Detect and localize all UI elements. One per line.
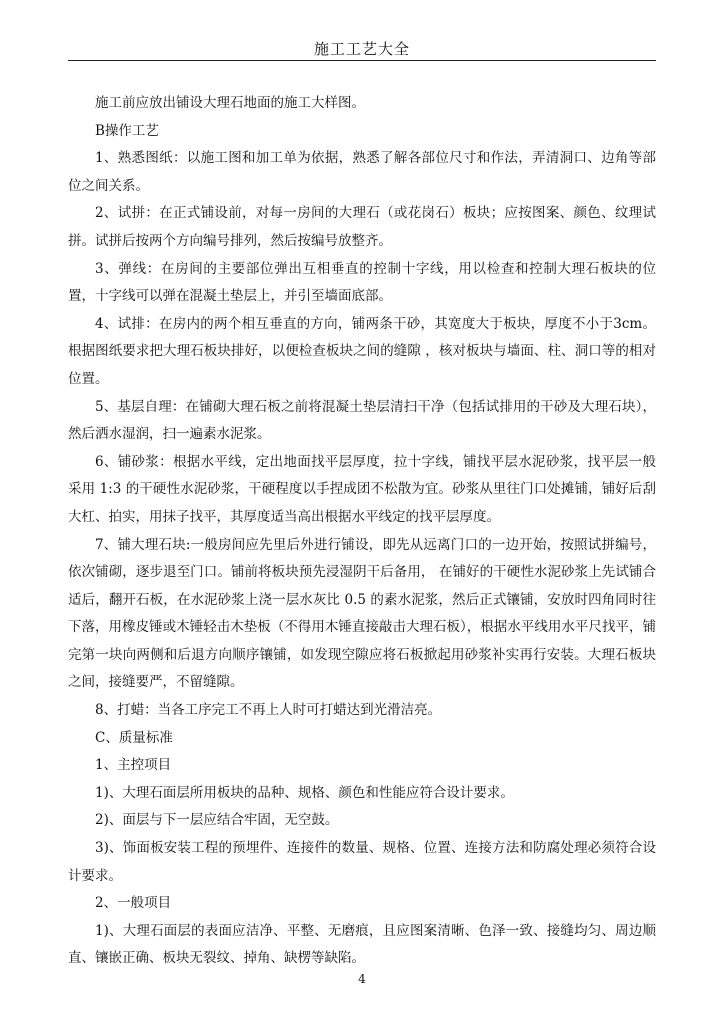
paragraph-step-5: 5、基层自理：在铺砌大理石板之前将混凝土垫层清扫干净（包括试排用的干砂及大理石块），然后洒水湿润，扫一遍素水泥浆。 — [68, 398, 656, 443]
paragraph-step-1: 1、熟悉图纸：以施工图和加工单为依据，熟悉了解各部位尺寸和作法，弄清洞口、边角等部位之间关系。 — [68, 150, 656, 194]
section-heading-b: B操作工艺 — [95, 122, 159, 139]
page-number: 4 — [358, 972, 366, 986]
section-heading-c: C、质量标准 — [95, 729, 173, 746]
paragraph-step-2: 2、试拼：在正式铺设前，对每一房间的大理石（或花岗石）板块；应按图案、颜色、纹理试拼。试拼后按两个方向编号排列，然后按编号放整齐。 — [68, 205, 656, 249]
header-divider — [68, 60, 656, 61]
paragraph-intro: 施工前应放出铺设大理石地面的施工大样图。 — [95, 95, 365, 111]
paragraph-step-4: 4、试排：在房内的两个相互垂直的方向，铺两条干砂，其宽度大于板块，厚度不小于3cm。根据图纸要求把大理石板块排好，以便检查板块之间的缝隙 ，核对板块与墙面、柱、洞口等的相对位置。 — [68, 315, 656, 387]
subsection-heading-main: 1、主控项目 — [95, 757, 172, 774]
subsection-heading-general: 2、一般项目 — [95, 895, 172, 912]
paragraph-main-item-2: 2)、面层与下一层应结合牢固，无空鼓。 — [95, 812, 339, 829]
paragraph-step-8: 8、打蜡：当各工序完工不再上人时可打蜡达到光滑洁亮。 — [95, 702, 442, 719]
paragraph-step-3: 3、弹线：在房间的主要部位弹出互相垂直的控制十字线，用以检查和控制大理石板块的位置，十字线可以弹在混凝土垫层上，并引至墙面底部。 — [68, 260, 656, 305]
paragraph-step-7: 7、铺大理石块:一般房间应先里后外进行铺设，即先从远离门口的一边开始，按照试拼编号，依次铺砌，逐步退至门口。铺前将板块预先浸湿阴干后备用， 在铺好的干硬性水泥砂浆上先试铺合适后，翻开石板，在水泥砂浆上浇一层水灰比 0.5 的素水泥浆，然后正式镶铺，安放时四角同时往下落，用橡皮锤或木锤轻击木垫板（不得用木锤直接敲击大理石板），根据水平线用水平尺找平，铺完第一块向两侧和后退方向顺序镶铺，如发现空隙应将石板掀起用砂浆补实再行安装。大理石板块之间，接缝要严，不留缝隙。 — [68, 536, 656, 691]
page-header-title: 施工工艺大全 — [313, 40, 410, 58]
paragraph-main-item-1: 1)、大理石面层所用板块的品种、规格、颜色和性能应符合设计要求。 — [95, 784, 514, 801]
paragraph-step-6: 6、铺砂浆：根据水平线，定出地面找平层厚度，拉十字线，铺找平层水泥砂浆，找平层一般采用 1:3 的干硬性水泥砂浆，干硬程度以手捏成团不松散为宜。砂浆从里往门口处摊铺，铺好后刮大杠、拍实，用抹子找平，其厚度适当高出根据水平线定的找平层厚度。 — [68, 453, 656, 525]
paragraph-general-item-1: 1)、大理石面层的表面应洁净、平整、无磨痕，且应图案清晰、色泽一致、接缝均匀、周边顺直、镶嵌正确、板块无裂纹、掉角、缺楞等缺陷。 — [68, 922, 656, 967]
document-body — [68, 90, 656, 973]
paragraph-main-item-3: 3)、饰面板安装工程的预埋件、连接件的数量、规格、位置、连接方法和防腐处理必须符合设计要求。 — [68, 840, 656, 884]
